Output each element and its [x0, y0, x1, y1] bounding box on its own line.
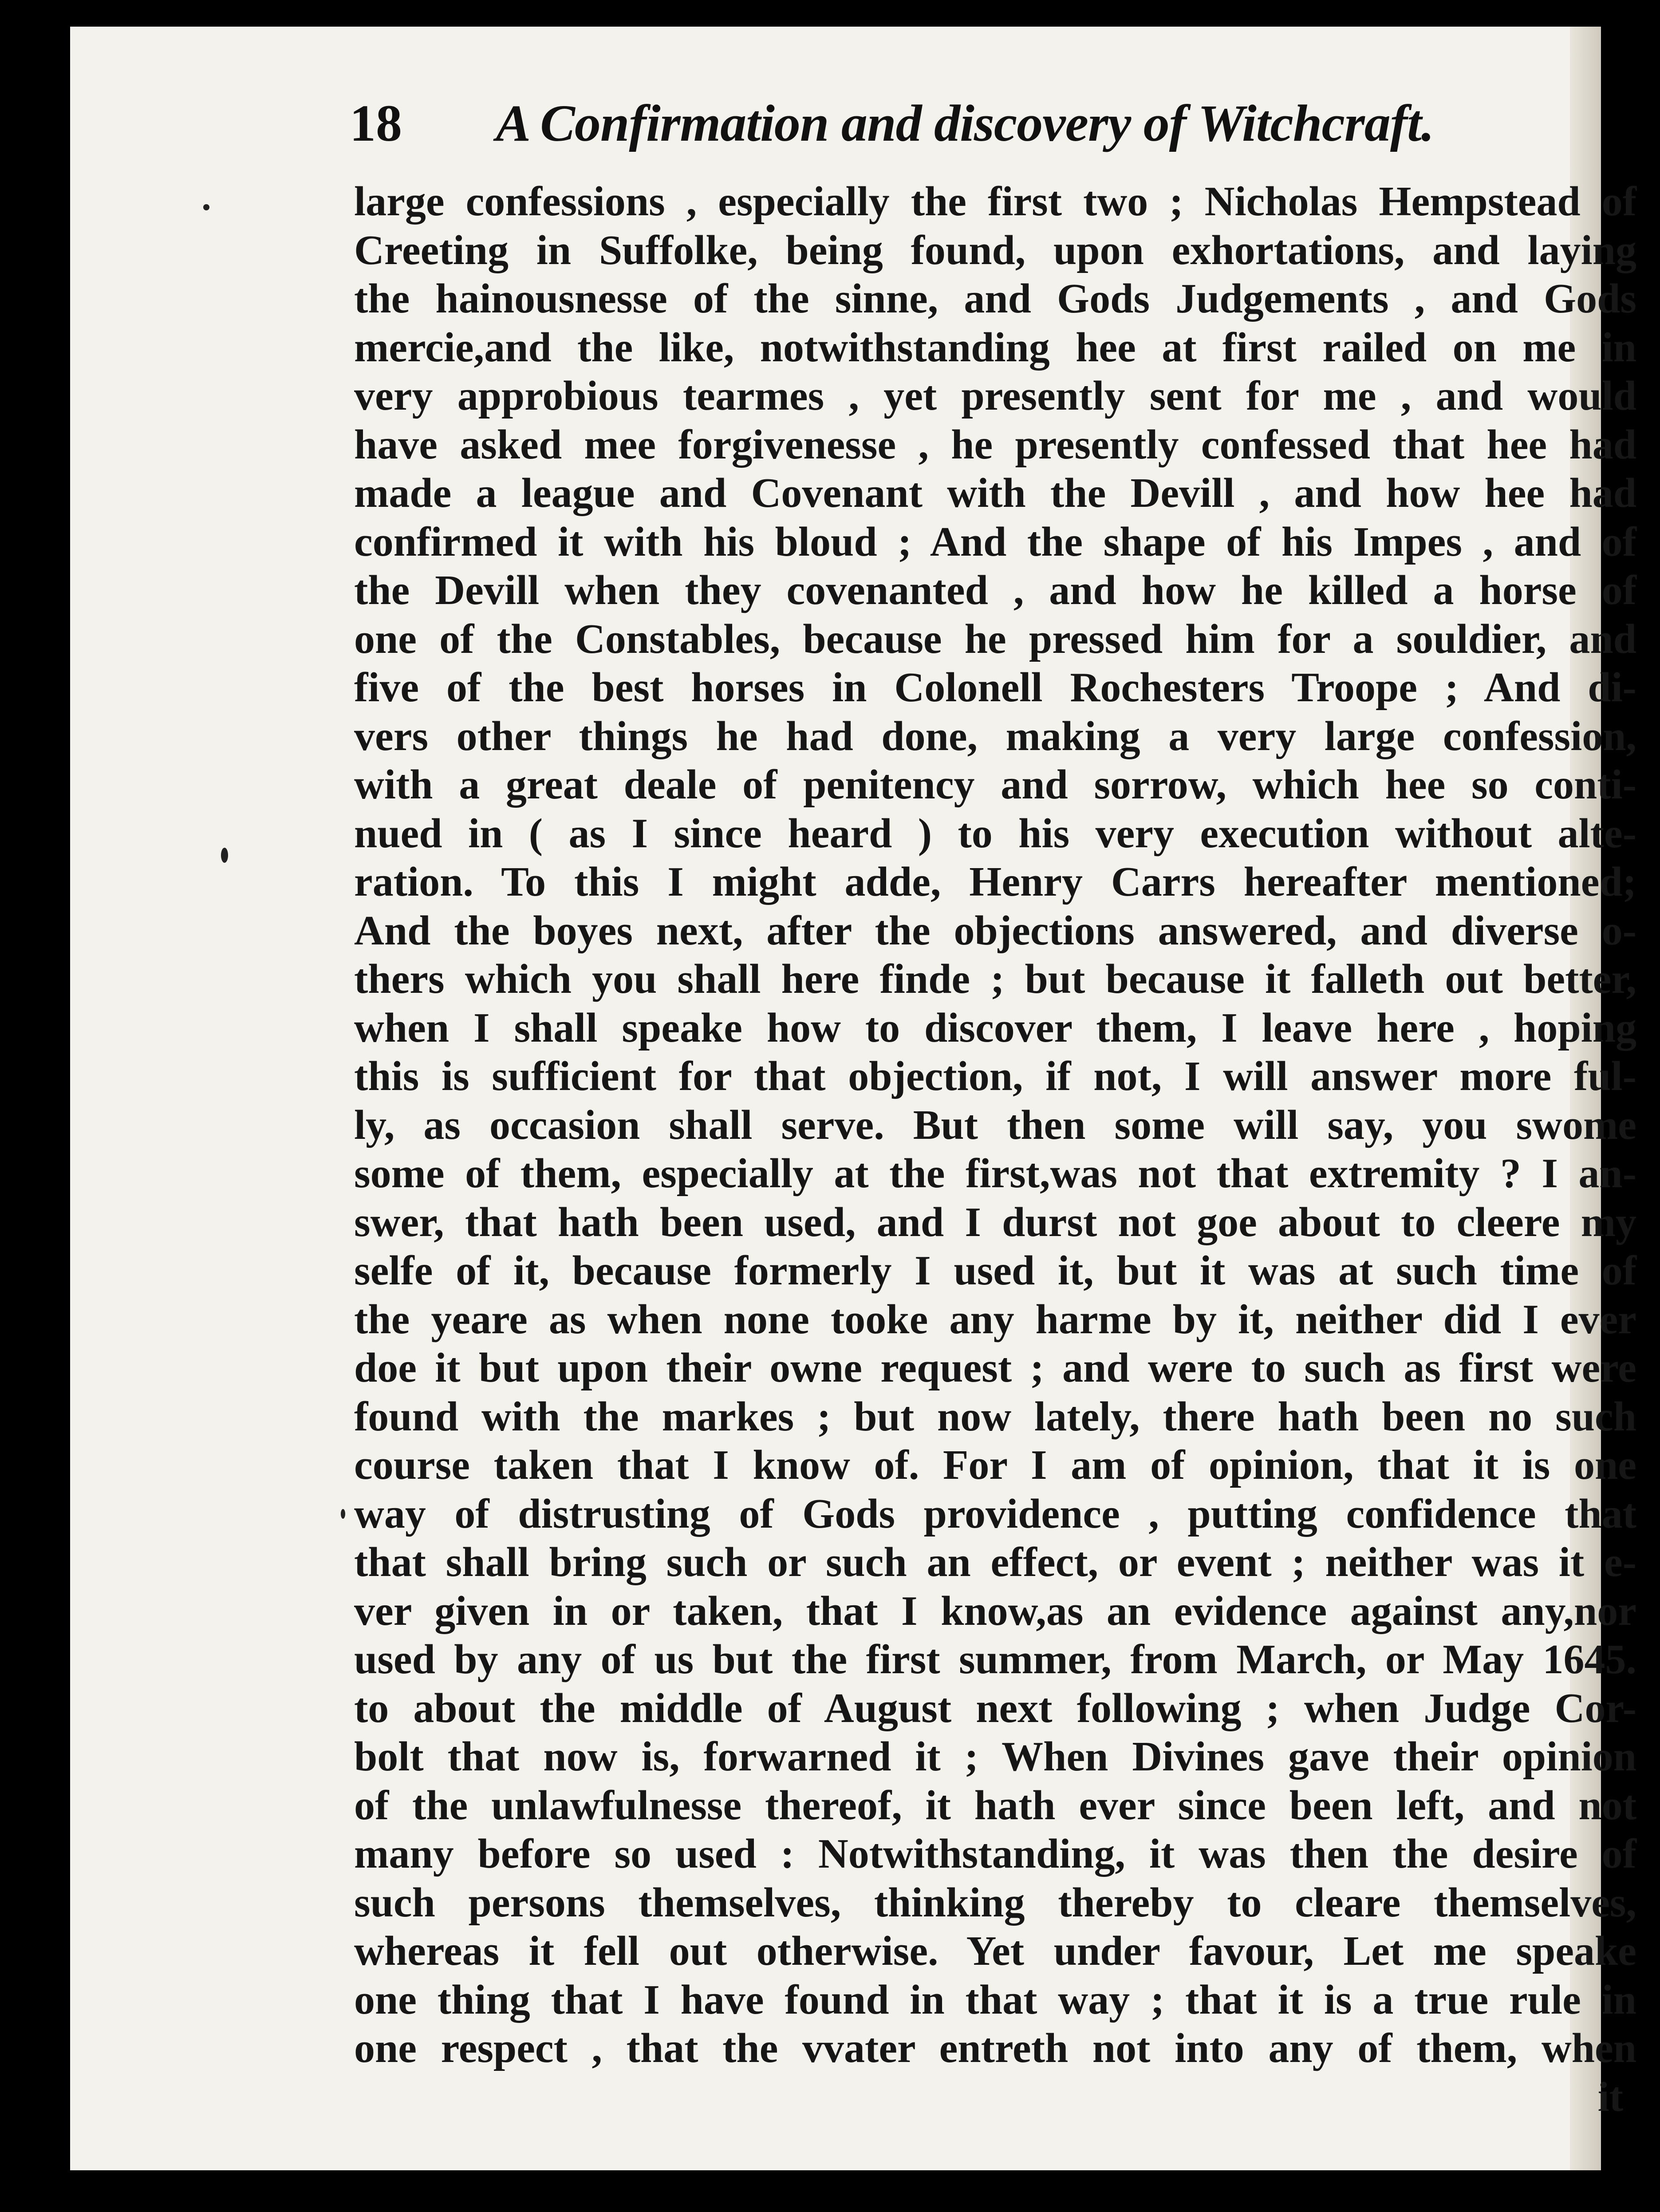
text-line: whereas it fell out otherwise. Yet under favour, Let me speake: [354, 1928, 1636, 1974]
text-line: one of the Constables, because he pressed him for a souldier, and: [354, 616, 1636, 662]
text-line: to about the middle of August next following ; when Judge Cor-: [354, 1685, 1636, 1731]
text-line: the yeare as when none tooke any harme by it, neither did I ever: [354, 1296, 1636, 1343]
body-text: [354, 178, 1636, 2121]
text-line: selfe of it, because formerly I used it, but it was at such time of: [354, 1248, 1636, 1294]
text-line: used by any of us but the first summer, from March, or May 1645.: [354, 1636, 1636, 1683]
text-line: this is sufficient for that objection, if not, I will answer more ful-: [354, 1053, 1636, 1099]
page-number: 18: [350, 94, 402, 152]
book-page: [70, 27, 1636, 2170]
text-line: thers which you shall here finde ; but because it falleth out better,: [354, 956, 1636, 1002]
text-line: doe it but upon their owne request ; and were to such as first were: [354, 1345, 1636, 1391]
ink-speck: [221, 848, 228, 863]
text-line: when I shall speake how to discover them, I leave here , hoping: [354, 1004, 1636, 1051]
text-line: the Devill when they covenanted , and how he killed a horse of: [354, 567, 1636, 613]
text-line: have asked mee forgivenesse , he presently confessed that hee had: [354, 421, 1636, 468]
text-line: vers other things he had done, making a very large confession,: [354, 713, 1636, 759]
text-line: many before so used : Notwithstanding, it was then the desire of: [354, 1831, 1636, 1877]
text-line: And the boyes next, after the objections answered, and diverse o-: [354, 907, 1636, 954]
text-line: some of them, especially at the first,was not that extremity ? I an-: [354, 1150, 1636, 1197]
text-line: way of distrusting of Gods providence , putting confidence that: [354, 1490, 1636, 1537]
ink-speck: [203, 204, 209, 210]
text-line: ration. To this I might adde, Henry Carrs hereafter mentioned;: [354, 859, 1636, 905]
text-line: course taken that I know of. For I am of opinion, that it is one: [354, 1442, 1636, 1488]
text-line: bolt that now is, forwarned it ; When Divines gave their opinion: [354, 1734, 1636, 1780]
text-line: five of the best horses in Colonell Rochesters Troope ; And di-: [354, 664, 1636, 711]
text-line: one thing that I have found in that way ; that it is a true rule in: [354, 1976, 1636, 2023]
catchword: it: [1597, 2074, 1623, 2120]
text-line: ly, as occasion shall serve. But then some will say, you swome: [354, 1102, 1636, 1148]
text-line: one respect , that the vvater entreth not into any of them, when: [354, 2025, 1636, 2071]
running-head: [350, 93, 1636, 160]
text-line: that shall bring such or such an effect, or event ; neither was it e-: [354, 1539, 1636, 1585]
text-line: made a league and Covenant with the Devill , and how hee had: [354, 470, 1636, 516]
running-title: A Confirmation and discovery of Witchcraft.: [496, 94, 1434, 152]
text-line: of the unlawfulnesse thereof, it hath ever since been left, and not: [354, 1782, 1636, 1829]
text-line: nued in ( as I since heard ) to his very execution without alte-: [354, 810, 1636, 857]
text-line: swer, that hath been used, and I durst not goe about to cleere my: [354, 1199, 1636, 1245]
text-line: found with the markes ; but now lately, there hath been no such: [354, 1393, 1636, 1440]
text-line: large confessions , especially the first two ; Nicholas Hempstead of: [354, 178, 1636, 225]
text-line: with a great deale of penitency and sorrow, which hee so conti-: [354, 762, 1636, 808]
text-line: confirmed it with his bloud ; And the shape of his Impes , and of: [354, 518, 1636, 565]
text-line: very approbious tearmes , yet presently sent for me , and would: [354, 373, 1636, 419]
text-line: mercie,and the like, notwithstanding hee at first railed on me in: [354, 324, 1636, 371]
text-line: such persons themselves, thinking thereby to cleare themselves,: [354, 1879, 1636, 1926]
text-line: Creeting in Suffolke, being found, upon exhortations, and laying: [354, 227, 1636, 273]
text-line: the hainousnesse of the sinne, and Gods Judgements , and Gods: [354, 276, 1636, 322]
ink-speck: [341, 1509, 345, 1519]
text-line: ver given in or taken, that I know,as an evidence against any,nor: [354, 1588, 1636, 1634]
